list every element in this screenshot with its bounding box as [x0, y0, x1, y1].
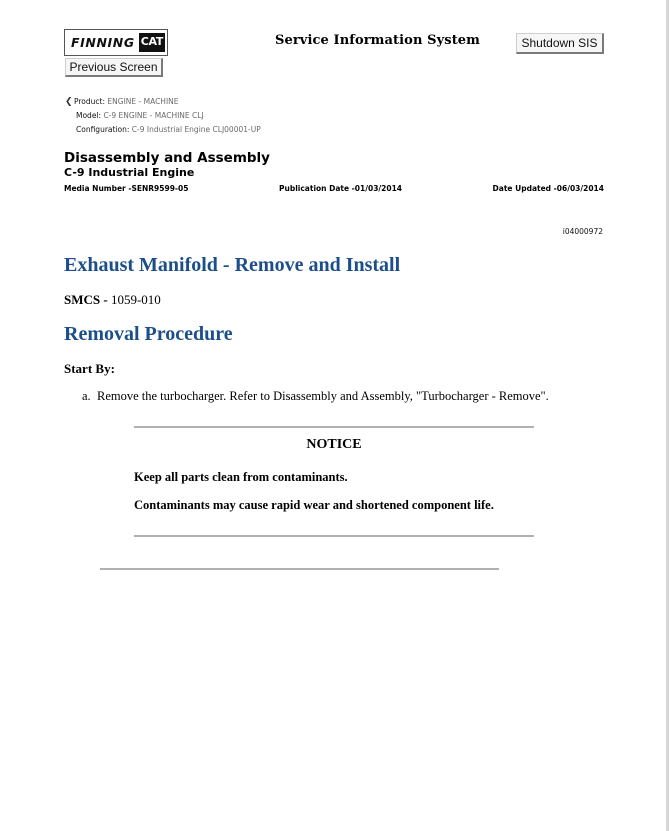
step-marker: a.	[82, 389, 91, 403]
notice-line: Contaminants may cause rapid wear and shortened component life.	[134, 498, 494, 512]
smcs-value: 1059-010	[110, 292, 161, 307]
smcs-label: SMCS -	[64, 292, 108, 307]
configuration-label: Configuration:	[76, 125, 130, 134]
breadcrumb-model	[65, 109, 261, 123]
media-number: Media Number -SENR9599-05	[64, 184, 189, 193]
step-text: Remove the turbocharger. Refer to Disassembly and Assembly, "Turbocharger - Remove".	[97, 389, 549, 403]
finning-cat-logo	[64, 29, 168, 56]
engine-name: C-9 Industrial Engine	[64, 166, 195, 179]
document-id: i04000972	[562, 227, 603, 236]
breadcrumb-product[interactable]	[65, 95, 261, 109]
shutdown-sis-button[interactable]: Shutdown SIS	[516, 33, 604, 54]
breadcrumb-configuration	[65, 123, 261, 137]
smcs-code	[64, 292, 161, 308]
app-title: Service Information System	[275, 33, 481, 48]
product-label: Product:	[74, 97, 106, 106]
document-header	[64, 150, 604, 193]
list-item	[82, 389, 549, 404]
breadcrumb	[65, 95, 261, 137]
model-value: C-9 ENGINE - MACHINE CLJ	[103, 111, 204, 120]
logo-text: FINNING	[71, 35, 135, 50]
section-title: Removal Procedure	[64, 323, 233, 345]
product-value: ENGINE - MACHINE	[107, 97, 179, 106]
notice-top-divider	[134, 426, 534, 428]
start-by-label: Start By:	[64, 361, 115, 376]
document-meta	[64, 184, 604, 193]
section-divider	[100, 568, 499, 570]
publication-date: Publication Date -01/03/2014	[279, 184, 403, 193]
document-type: Disassembly and Assembly	[64, 150, 270, 166]
previous-screen-button[interactable]: Previous Screen	[65, 58, 163, 77]
notice-title: NOTICE	[306, 437, 362, 452]
page-title: Exhaust Manifold - Remove and Install	[64, 254, 401, 276]
model-label: Model:	[76, 111, 102, 120]
chevron-left-icon[interactable]: ❮	[65, 97, 73, 107]
notice-bottom-divider	[134, 535, 534, 537]
cat-badge: CAT	[139, 33, 165, 52]
date-updated: Date Updated -06/03/2014	[492, 184, 604, 193]
notice-line: Keep all parts clean from contaminants.	[134, 470, 348, 484]
configuration-value: C-9 Industrial Engine CLJ00001-UP	[131, 125, 261, 134]
